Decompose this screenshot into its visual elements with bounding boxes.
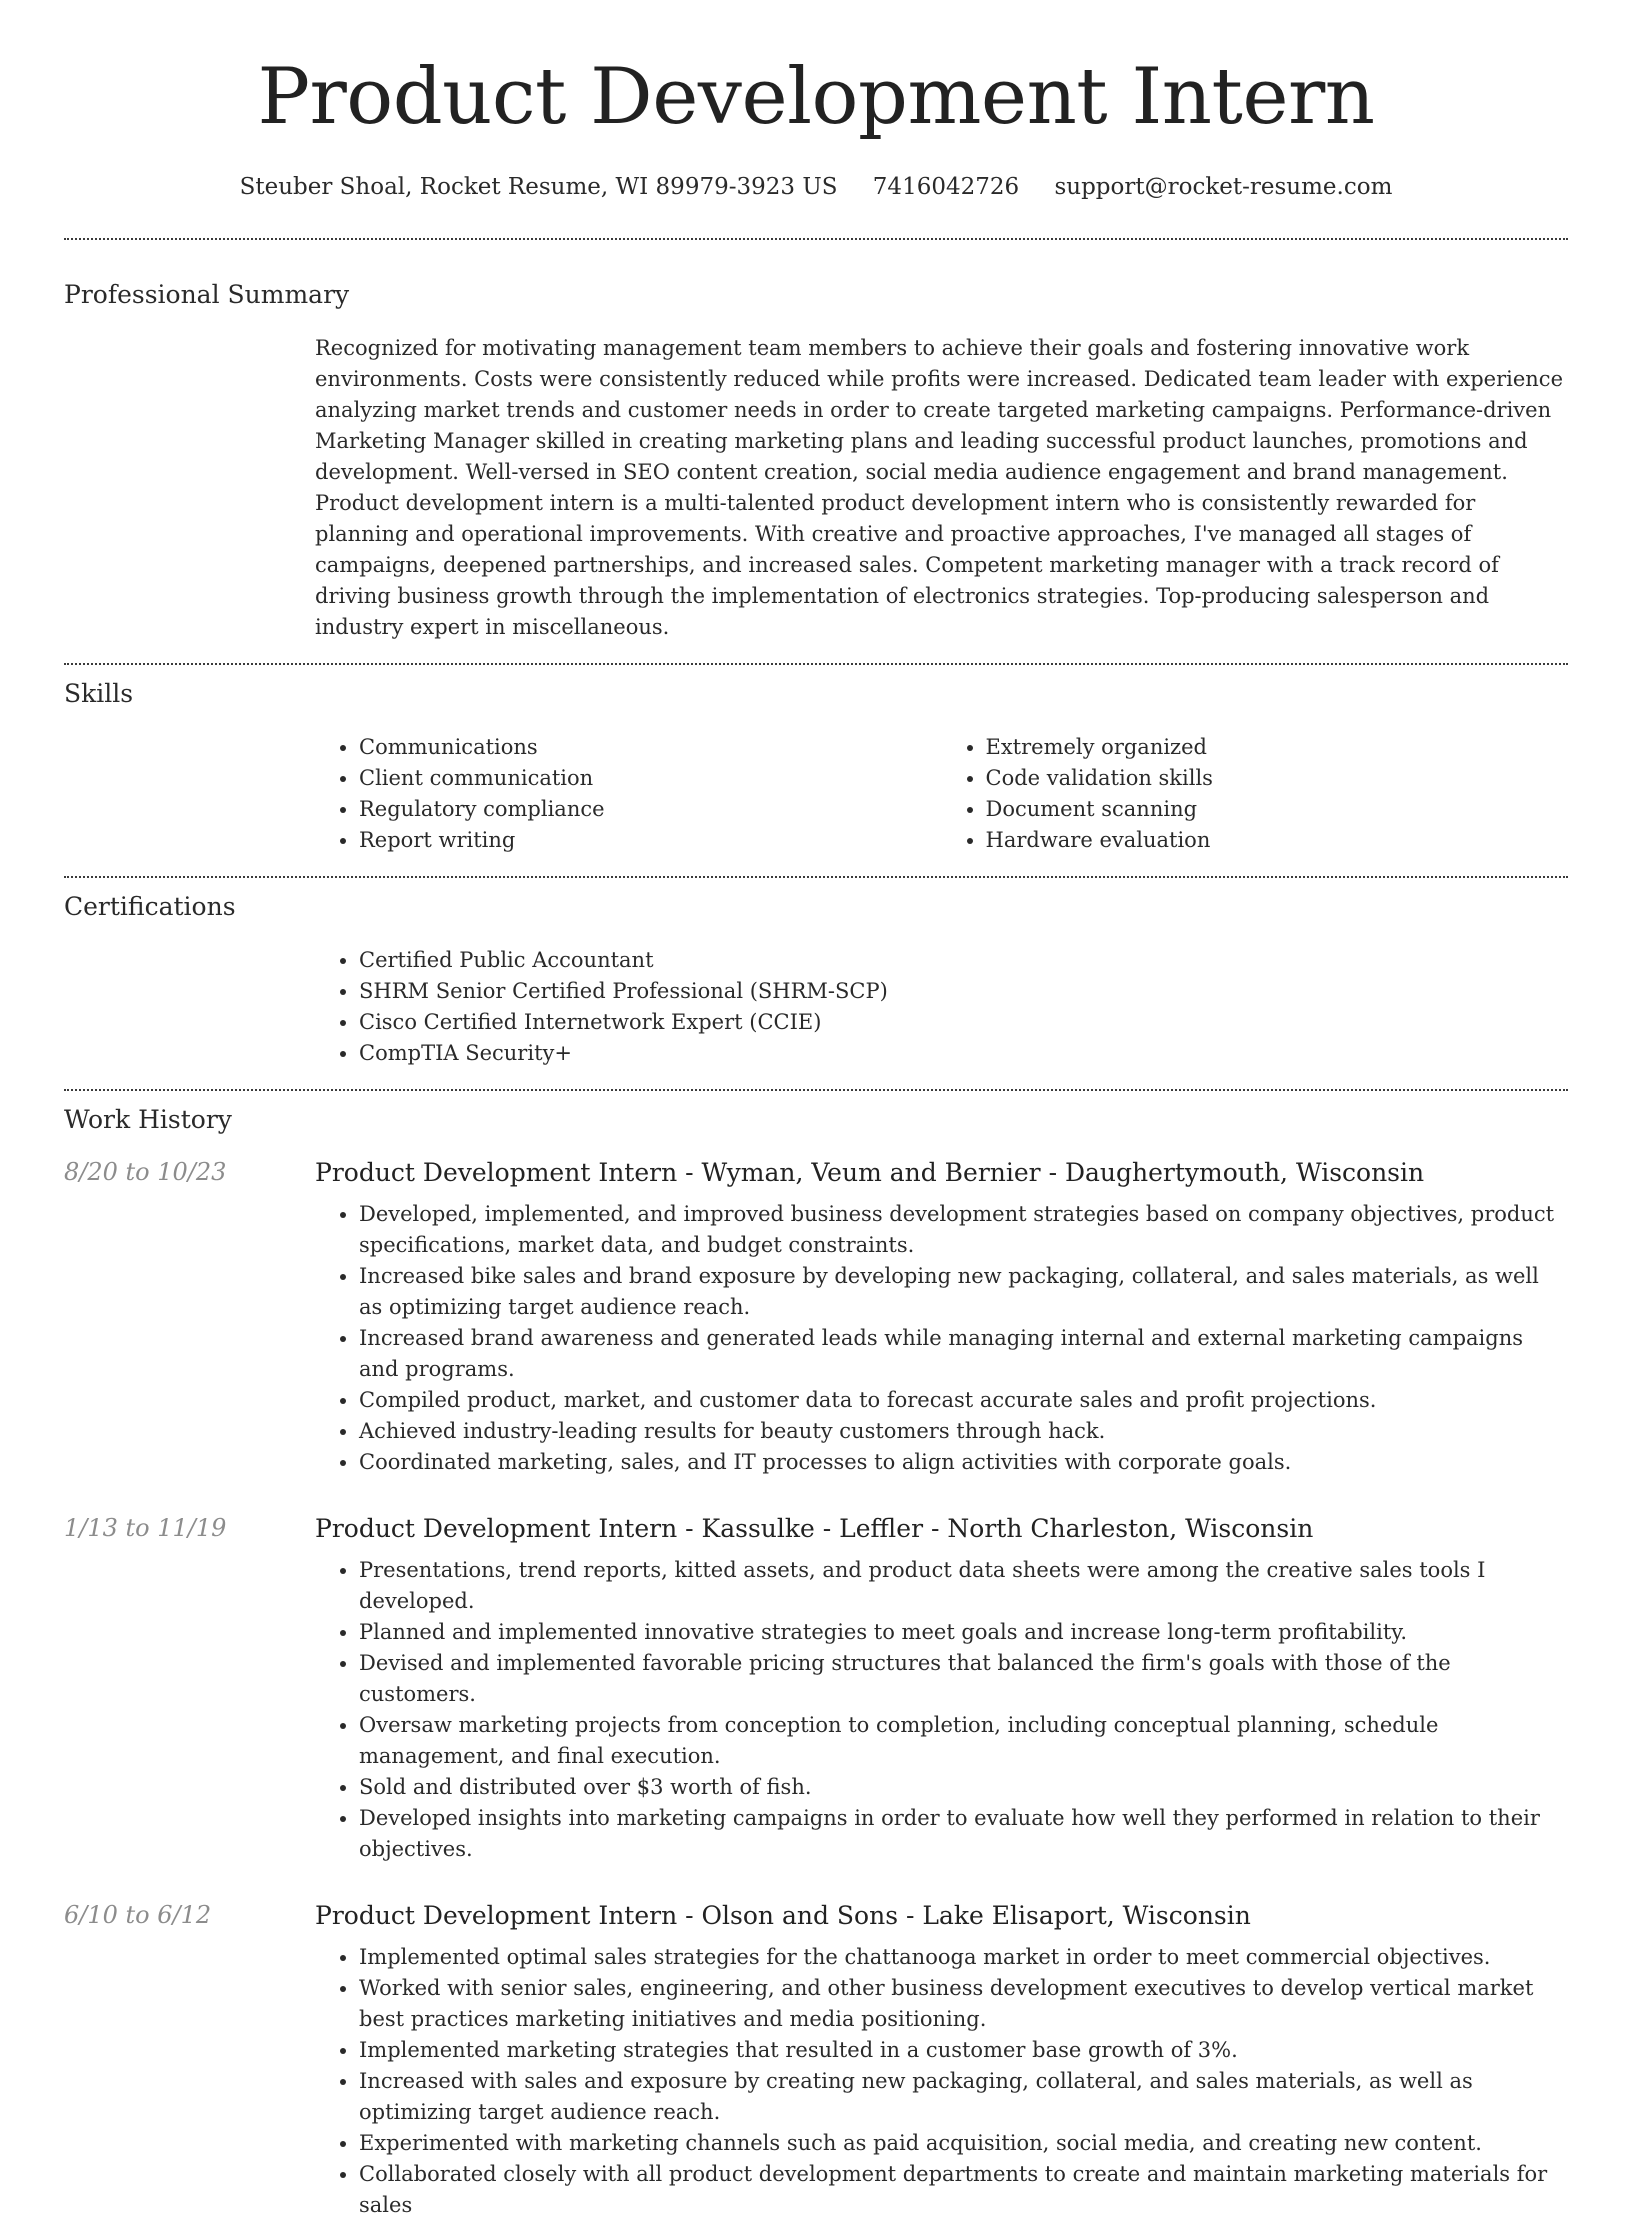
job-bullets xyxy=(315,1942,1568,2221)
certifications-content xyxy=(315,945,1568,1069)
section-title-skills: Skills xyxy=(64,679,134,708)
skill-item: • Client communication xyxy=(359,763,942,794)
skills-section xyxy=(64,679,1568,856)
job-bullet: • Sold and distributed over $3 worth of fish. xyxy=(359,1772,1568,1803)
job-bullets xyxy=(315,1555,1568,1865)
certification-item: • Cisco Certified Internetwork Expert (CCIE) xyxy=(359,1007,1568,1038)
job-bullet: • Experimented with marketing channels such as paid acquisition, social media, and creating new content. xyxy=(359,2128,1568,2159)
skill-item: • Hardware evaluation xyxy=(986,825,1569,856)
job-entry xyxy=(64,1901,1568,2221)
skills-list-right xyxy=(942,732,1569,856)
summary-text: Recognized for motivating management team members to achieve their goals and fostering innovative work environments. Costs were consistently reduced while profits were increased. Dedicated team leader with experience analyzing market trends and customer needs in order to create targeted marketing campaigns. Performance-driven Marketing Manager skilled in creating marketing plans and leading successful product launches, promotions and development. Well-versed in SEO content creation, social media audience engagement and brand management. Product development intern is a multi-talented product development intern who is consistently rewarded for planning and operational improvements. With creative and proactive approaches, I've managed all stages of campaigns, deepened partnerships, and increased sales. Competent marketing manager with a track record of driving business growth through the implementation of electronics strategies. Top-producing salesperson and industry expert in miscellaneous. xyxy=(315,336,1563,639)
job-bullet: • Implemented optimal sales strategies for the chattanooga market in order to meet commercial objectives. xyxy=(359,1942,1568,1973)
job-title: Product Development Intern - Kassulke - Leffler - North Charleston, Wisconsin xyxy=(315,1514,1314,1543)
section-title-work: Work History xyxy=(64,1105,232,1134)
section-title-certifications: Certifications xyxy=(64,892,236,921)
divider xyxy=(64,238,1568,240)
work-section xyxy=(64,1105,1568,2221)
job-bullet: • Coordinated marketing, sales, and IT processes to align activities with corporate goals. xyxy=(359,1447,1568,1478)
summary-content xyxy=(315,333,1568,643)
job-bullet: • Developed insights into marketing campaigns in order to evaluate how well they performed in relation to their objectives. xyxy=(359,1803,1568,1865)
job-title: Product Development Intern - Wyman, Veum and Bernier - Daughertymouth, Wisconsin xyxy=(315,1158,1425,1187)
summary-section xyxy=(64,280,1568,643)
job-body xyxy=(315,1514,1568,1865)
job-bullet: • Developed, implemented, and improved business development strategies based on company objectives, product specifications, market data, and budget constraints. xyxy=(359,1199,1568,1261)
job-dates: 6/10 to 6/12 xyxy=(64,1901,212,1929)
skill-item: • Document scanning xyxy=(986,794,1569,825)
job-bullet: • Presentations, trend reports, kitted assets, and product data sheets were among the creative sales tools I developed. xyxy=(359,1555,1568,1617)
resume-name: Product Development Intern xyxy=(257,52,1375,142)
certification-item: • CompTIA Security+ xyxy=(359,1038,1568,1069)
job-bullet: • Planned and implemented innovative strategies to meet goals and increase long-term profitability. xyxy=(359,1617,1568,1648)
certifications-list xyxy=(315,945,1568,1069)
job-bullet: • Implemented marketing strategies that resulted in a customer base growth of 3%. xyxy=(359,2035,1568,2066)
job-entry xyxy=(64,1158,1568,1478)
job-bullet: • Oversaw marketing projects from conception to completion, including conceptual planning, schedule management, and final execution. xyxy=(359,1710,1568,1772)
skill-item: • Report writing xyxy=(359,825,942,856)
job-bullets xyxy=(315,1199,1568,1478)
section-title-summary: Professional Summary xyxy=(64,280,350,309)
job-dates: 1/13 to 11/19 xyxy=(64,1514,227,1542)
divider xyxy=(64,1089,1568,1091)
resume-page xyxy=(64,0,1568,2221)
job-bullet: • Increased with sales and exposure by creating new packaging, collateral, and sales materials, as well as optimizing target audience reach. xyxy=(359,2066,1568,2128)
certification-item: • SHRM Senior Certified Professional (SHRM-SCP) xyxy=(359,976,1568,1007)
contact-line xyxy=(64,174,1568,200)
job-bullet: • Increased brand awareness and generated leads while managing internal and external marketing campaigns and programs. xyxy=(359,1323,1568,1385)
certification-item: • Certified Public Accountant xyxy=(359,945,1568,976)
job-bullet: • Worked with senior sales, engineering, and other business development executives to develop vertical market best practices marketing initiatives and media positioning. xyxy=(359,1973,1568,2035)
job-bullet: • Collaborated closely with all product development departments to create and maintain marketing materials for sales xyxy=(359,2159,1568,2221)
divider xyxy=(64,876,1568,878)
job-bullet: • Achieved industry-leading results for beauty customers through hack. xyxy=(359,1416,1568,1447)
skills-content xyxy=(315,732,1568,856)
contact-email: support@rocket-resume.com xyxy=(1054,174,1393,200)
job-entry xyxy=(64,1514,1568,1865)
job-bullet: • Devised and implemented favorable pricing structures that balanced the firm's goals with those of the customers. xyxy=(359,1648,1568,1710)
divider xyxy=(64,663,1568,665)
skill-item: • Regulatory compliance xyxy=(359,794,942,825)
job-body xyxy=(315,1158,1568,1478)
job-title: Product Development Intern - Olson and Sons - Lake Elisaport, Wisconsin xyxy=(315,1901,1251,1930)
contact-phone: 7416042726 xyxy=(872,174,1020,200)
skill-item: • Extremely organized xyxy=(986,732,1569,763)
job-bullet: • Compiled product, market, and customer data to forecast accurate sales and profit projections. xyxy=(359,1385,1568,1416)
skills-list-left xyxy=(315,732,942,856)
skill-item: • Communications xyxy=(359,732,942,763)
job-body xyxy=(315,1901,1568,2221)
contact-address: Steuber Shoal, Rocket Resume, WI 89979-3923 US xyxy=(239,174,838,200)
certifications-section xyxy=(64,892,1568,1069)
job-dates: 8/20 to 10/23 xyxy=(64,1158,227,1186)
skill-item: • Code validation skills xyxy=(986,763,1569,794)
job-bullet: • Increased bike sales and brand exposure by developing new packaging, collateral, and sales materials, as well as optimizing target audience reach. xyxy=(359,1261,1568,1323)
